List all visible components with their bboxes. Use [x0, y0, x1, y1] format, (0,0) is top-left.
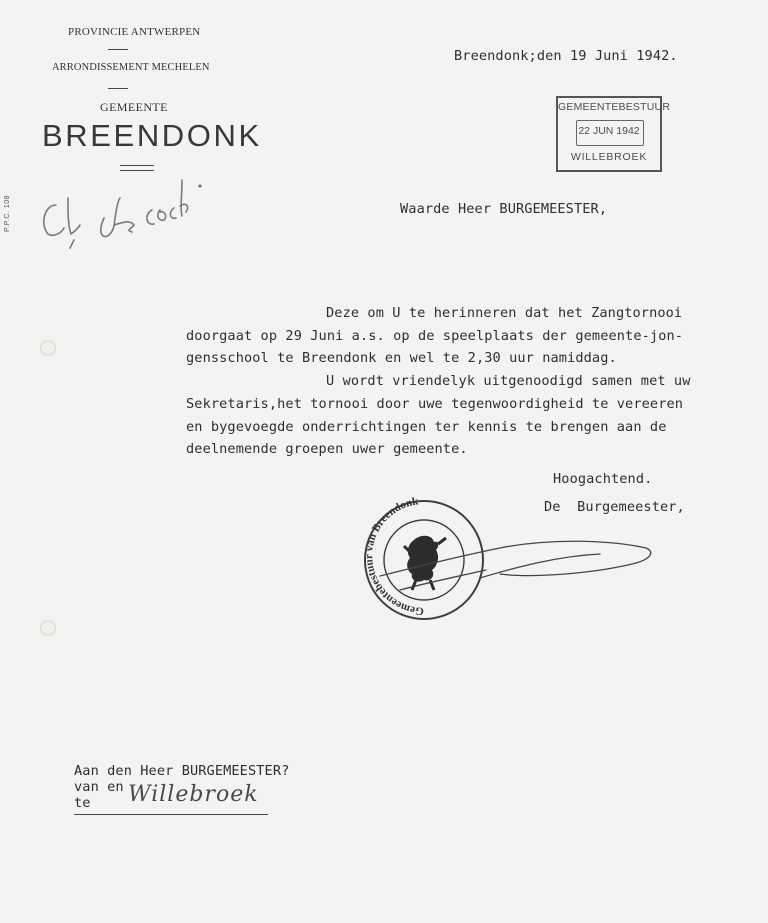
body-line: deelnemende groepen uwer gemeente. [186, 441, 468, 457]
handwritten-note-icon [34, 170, 204, 260]
letterhead-rule [120, 165, 154, 166]
punch-hole [40, 620, 56, 636]
body-line: gensschool te Breendonk en wel te 2,30 uur namiddag. [186, 350, 617, 366]
letterhead-rule [108, 49, 128, 50]
body-line: U wordt vriendelyk uitgenoodigd samen met uw [326, 373, 691, 389]
letterhead-arrondissement: ARRONDISSEMENT MECHELEN [52, 62, 210, 73]
letterhead-province: PROVINCIE ANTWERPEN [68, 26, 201, 38]
closing: Hoogachtend. [553, 471, 653, 487]
letterhead-town: BREENDONK [42, 118, 262, 153]
body-line: Deze om U te herinneren dat het Zangtornooi [326, 305, 683, 321]
body-line: Sekretaris,het tornooi door uwe tegenwoordigheid te vereeren [186, 396, 684, 412]
address-underline [74, 814, 268, 815]
address-handwritten-town: Willebroek [128, 782, 259, 807]
body-line: doorgaat op 29 Juni a.s. op de speelplaats der gemeente-jon- [186, 328, 684, 344]
punch-hole [40, 340, 56, 356]
stamp-date-frame [576, 120, 644, 146]
letterhead-gemeente: GEMEENTE [100, 100, 168, 114]
address-line-1: Aan den Heer BURGEMEESTER? [74, 763, 290, 779]
place-date: Breendonk;den 19 Juni 1942. [454, 48, 678, 64]
signatory-title: De Burgemeester, [544, 499, 685, 515]
letterhead-rule [108, 88, 128, 89]
seal-text: Gemeentebestuur van Breendonk [363, 496, 425, 618]
side-code: P.P.C. 108 [4, 194, 11, 232]
stamp-line-1: GEMEENTEBESTUUR [558, 101, 671, 113]
official-seal-icon [360, 496, 660, 626]
address-line-2: van en [74, 779, 124, 795]
stamp-line-2: 22 JUN 1942 [578, 125, 640, 137]
address-line-3-prefix: te [74, 795, 91, 811]
stamp-line-3: WILLEBROEK [570, 151, 648, 163]
body-line: en bygevoegde onderrichtingen ter kennis te brengen aan de [186, 419, 667, 435]
salutation: Waarde Heer BURGEMEESTER, [400, 201, 608, 217]
